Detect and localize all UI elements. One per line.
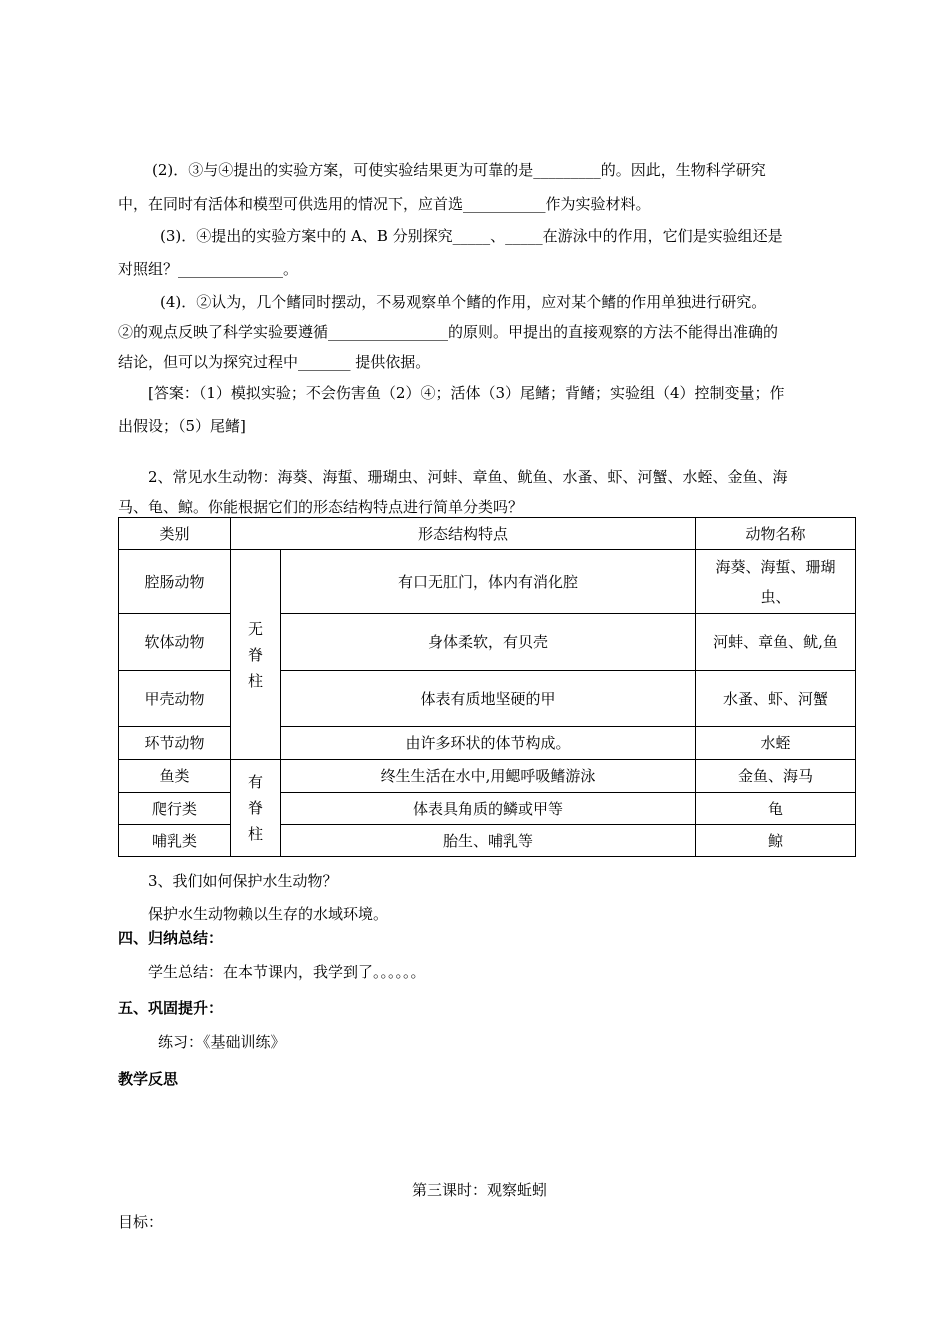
feature-cell: 体表具角质的鳞或甲等 bbox=[281, 793, 696, 825]
category-cell: 鱼类 bbox=[119, 760, 231, 793]
header-category: 类别 bbox=[119, 518, 231, 550]
question-2-line-2: 中，在同时有活体和模型可供选用的情况下，应首选___________作为实验材料。 bbox=[118, 195, 651, 213]
section-5-heading: 五、巩固提升： bbox=[118, 999, 224, 1017]
lesson-3-title: 第三课时：观察蚯蚓 bbox=[412, 1181, 548, 1199]
vertebrate-group-label: 有脊柱 bbox=[248, 773, 264, 843]
animals-cell: 金鱼、海马 bbox=[696, 760, 856, 793]
table-row bbox=[119, 614, 856, 671]
header-animals: 动物名称 bbox=[696, 518, 856, 550]
feature-cell: 有口无肛门，体内有消化腔 bbox=[281, 550, 696, 614]
feature-cell: 胎生、哺乳等 bbox=[281, 825, 696, 857]
animals-cell: 水蛭 bbox=[696, 727, 856, 760]
table-row bbox=[119, 825, 856, 857]
feature-cell: 终生生活在水中,用鳃呼吸鳍游泳 bbox=[281, 760, 696, 793]
table-row bbox=[119, 671, 856, 727]
animals-cell: 水蚤、虾、河蟹 bbox=[696, 671, 856, 727]
section-4-summary: 学生总结：在本节课内，我学到了。。。。。。 bbox=[148, 963, 426, 981]
category-cell: 环节动物 bbox=[119, 727, 231, 760]
section-5-exercise: 练习：《基础训练》 bbox=[158, 1033, 286, 1051]
invertebrate-group-cell bbox=[231, 550, 281, 760]
feature-cell: 体表有质地坚硬的甲 bbox=[281, 671, 696, 727]
question-3-line-1: (3)．④提出的实验方案中的 A、B 分别探究_____、_____在游泳中的作用，它们是实验组还是 bbox=[160, 227, 783, 245]
feature-cell: 由许多环状的体节构成。 bbox=[281, 727, 696, 760]
feature-cell: 身体柔软，有贝壳 bbox=[281, 614, 696, 671]
classification-question-line-1: 2、常见水生动物：海葵、海蜇、珊瑚虫、河蚌、章鱼、鱿鱼、水蚤、虾、河蟹、水蛭、金鱼、海 bbox=[148, 468, 788, 486]
answer-line-1: [答案：（1）模拟实验；不会伤害鱼（2）④；活体（3）尾鳍；背鳍；实验组（4）控制变量；作 bbox=[148, 384, 785, 402]
answer-line-2: 出假设；（5）尾鳍] bbox=[118, 417, 246, 435]
invertebrate-group-label: 无脊柱 bbox=[248, 619, 264, 690]
category-cell: 软体动物 bbox=[119, 614, 231, 671]
question-3-line-2: 对照组？______________。 bbox=[118, 260, 299, 278]
table-row bbox=[119, 550, 856, 614]
question-4-line-2: ②的观点反映了科学实验要遵循________________的原则。甲提出的直接观察的方法不能得出准确的 bbox=[118, 323, 779, 341]
reflection-heading: 教学反思 bbox=[118, 1070, 179, 1088]
animals-cell: 鲸 bbox=[696, 825, 856, 857]
section-4-heading: 四、归纳总结： bbox=[118, 929, 224, 947]
animals-cell: 龟 bbox=[696, 793, 856, 825]
question-4-line-3: 结论，但可以为探究过程中_______ 提供依据。 bbox=[118, 353, 431, 371]
table-header-row bbox=[119, 518, 856, 550]
vertebrate-group-cell bbox=[231, 760, 281, 857]
category-cell: 甲壳动物 bbox=[119, 671, 231, 727]
category-cell: 爬行类 bbox=[119, 793, 231, 825]
table-row bbox=[119, 793, 856, 825]
category-cell: 腔肠动物 bbox=[119, 550, 231, 614]
question-4-line-1: (4)．②认为，几个鳍同时摆动，不易观察单个鳍的作用，应对某个鳍的作用单独进行研究。 bbox=[160, 293, 767, 311]
animals-text: 海葵、海蜇、珊瑚虫、 bbox=[715, 557, 836, 606]
animals-cell: 河蚌、章鱼、鱿,鱼 bbox=[696, 614, 856, 671]
protection-answer: 保护水生动物赖以生存的水域环境。 bbox=[148, 905, 389, 923]
protection-question: 3、我们如何保护水生动物？ bbox=[148, 872, 338, 890]
table-row bbox=[119, 760, 856, 793]
classification-question-line-2: 马、龟、鲸。你能根据它们的形态结构特点进行简单分类吗？ bbox=[118, 498, 524, 516]
header-feature: 形态结构特点 bbox=[231, 518, 696, 550]
category-cell: 哺乳类 bbox=[119, 825, 231, 857]
animals-cell bbox=[696, 550, 856, 614]
goals-label: 目标： bbox=[118, 1213, 164, 1231]
table-row bbox=[119, 727, 856, 760]
animal-classification-table bbox=[118, 517, 856, 857]
question-2-line-1: (2)．③与④提出的实验方案，可使实验结果更为可靠的是_________的。因此，生物科学研究 bbox=[152, 161, 766, 179]
